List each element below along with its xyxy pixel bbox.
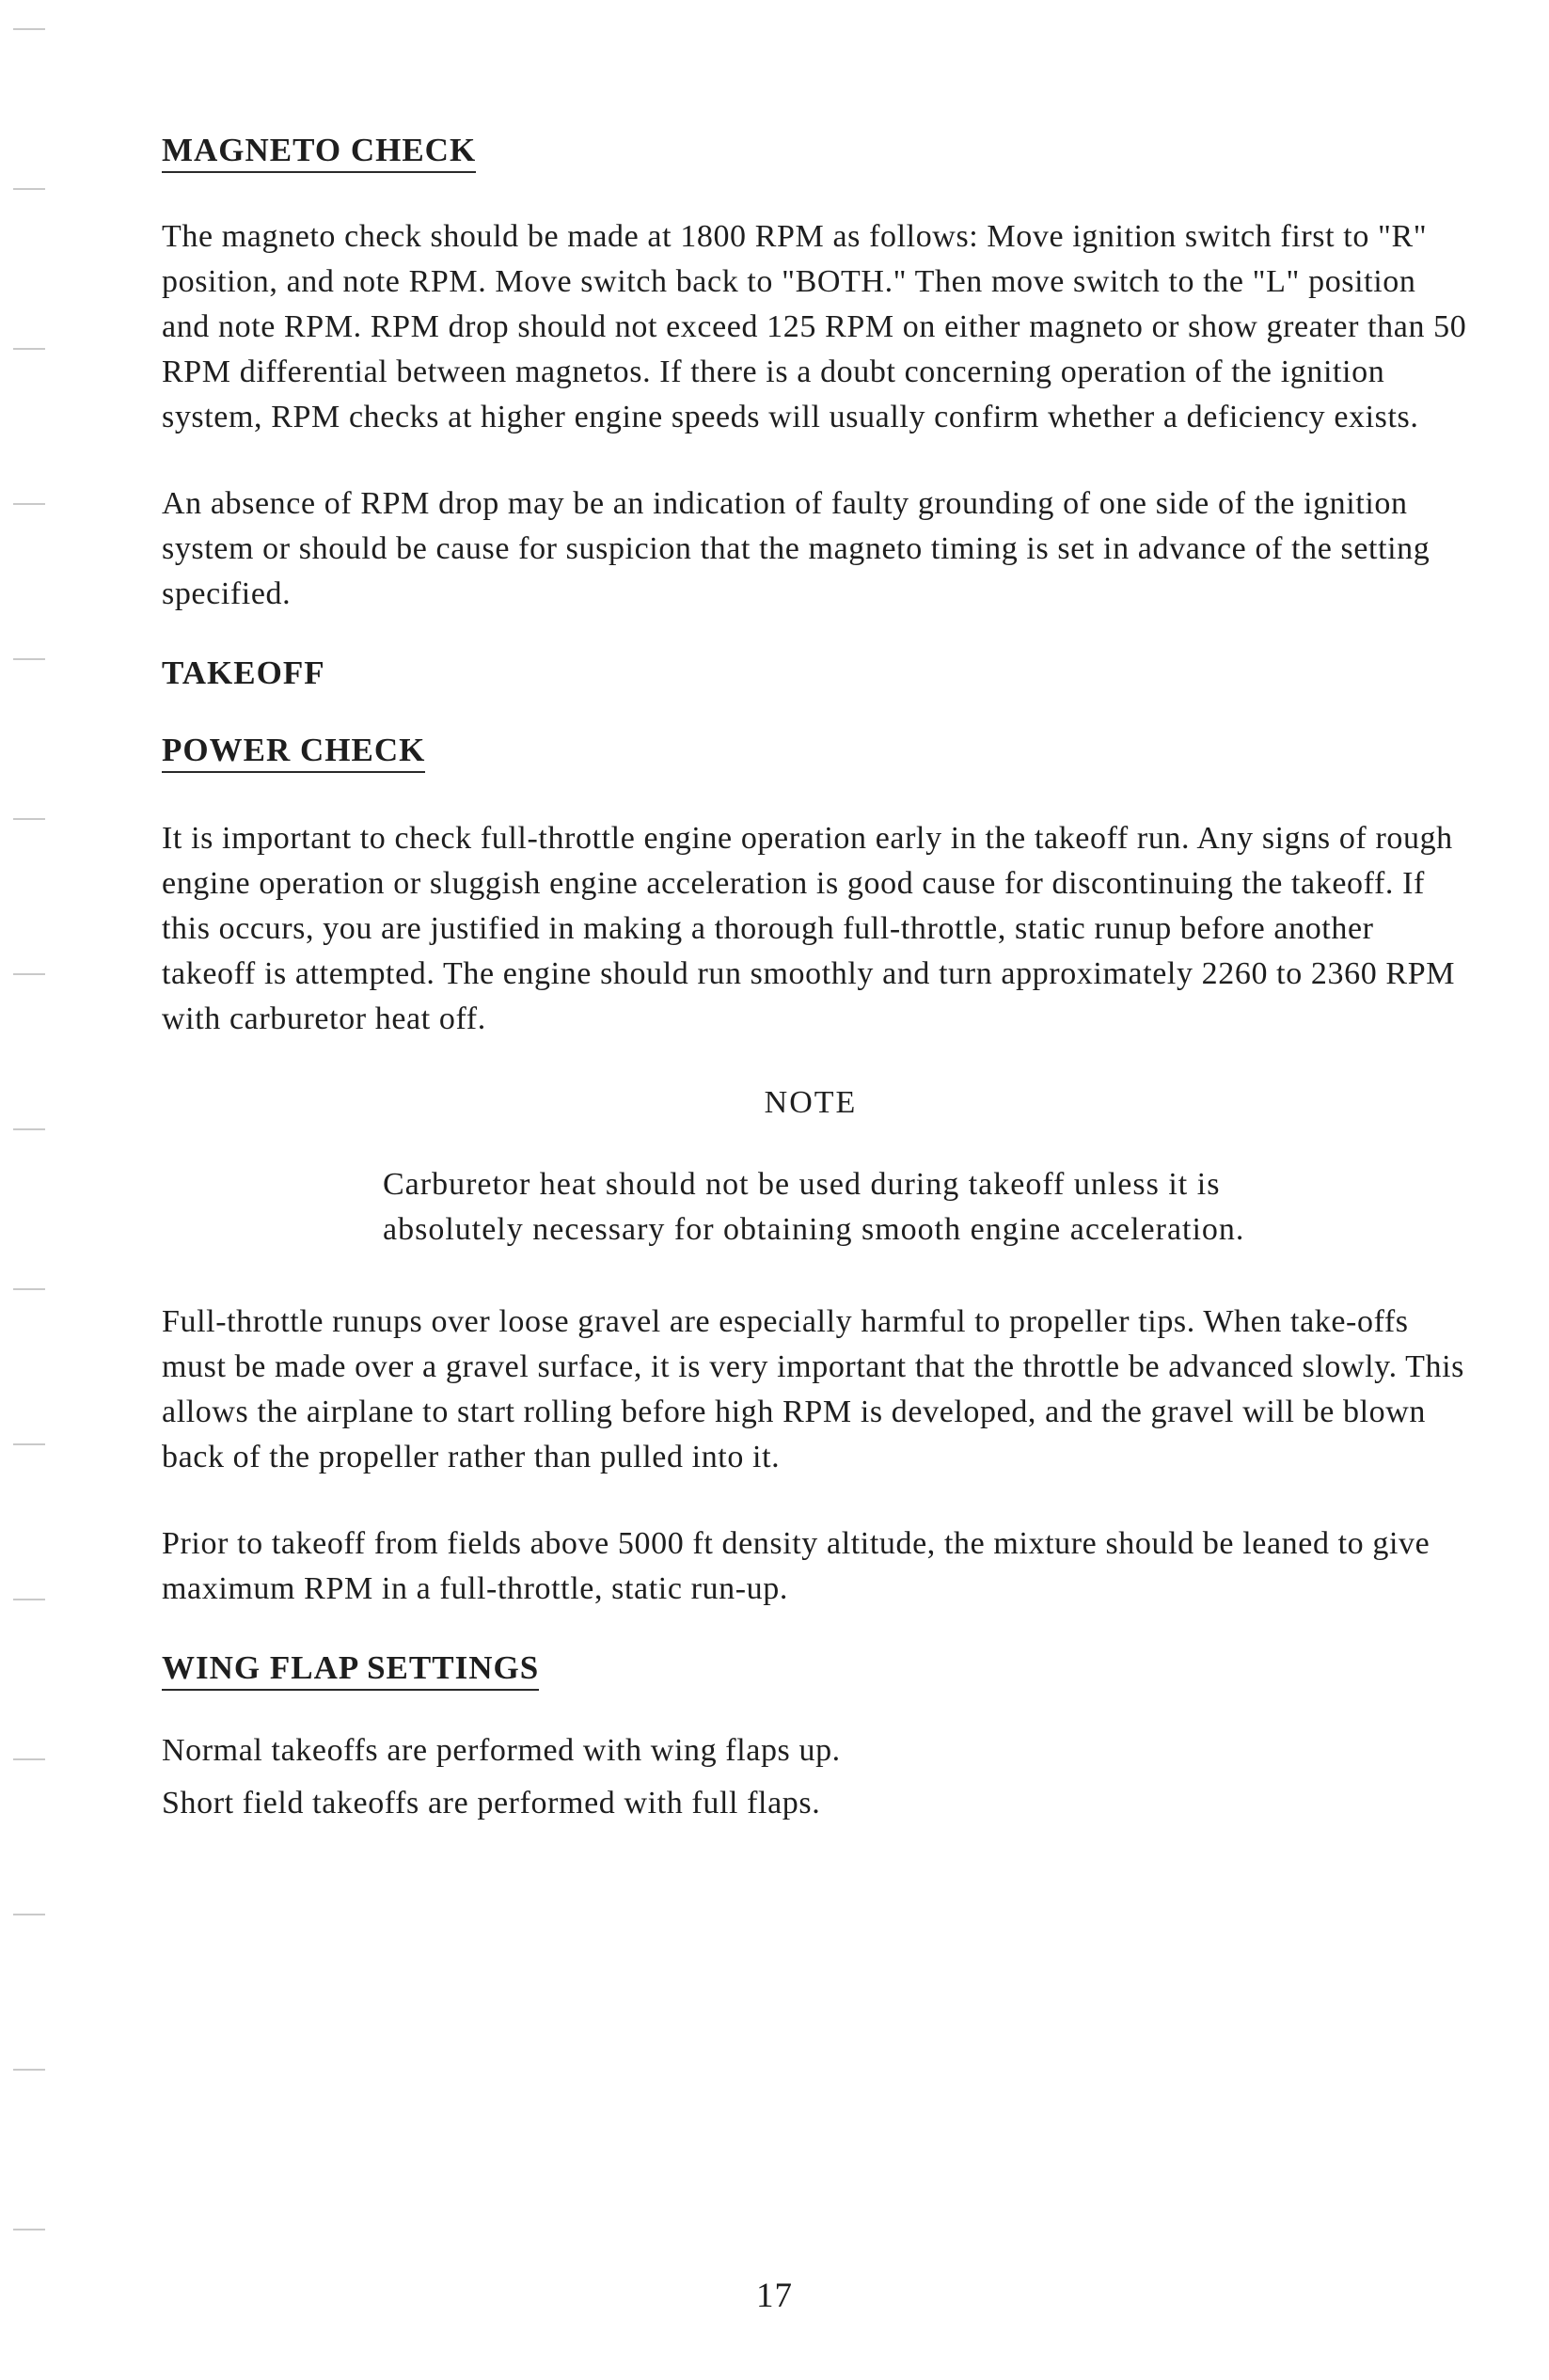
density-altitude-paragraph: Prior to takeoff from fields above 5000 ft density altitude, the mixture should be leaned to give maximum RPM in a full-throttle, static run-up. xyxy=(162,1526,1430,1606)
takeoff-heading: TAKEOFF xyxy=(162,654,325,691)
magneto-check-heading: MAGNETO CHECK xyxy=(162,132,476,173)
note-body: Carburetor heat should not be used during takeoff unless it is absolutely necessary for obtaining smooth engine acceleration. xyxy=(383,1167,1245,1247)
manual-page xyxy=(162,132,1467,1830)
power-check-heading: POWER CHECK xyxy=(162,732,425,773)
note-title: NOTE xyxy=(764,1085,858,1120)
page-number: 17 xyxy=(756,2277,793,2315)
magneto-check-paragraph: The magneto check should be made at 1800 RPM as follows: Move ignition switch first to "R" position, and note RPM. Move switch back to "BOTH." Then move switch to the "L" position and note RPM. RPM drop should not exceed 125 RPM on either magneto or show greater than 50 RPM differential between magnetos. If there is a doubt concerning operation of the ignition system, RPM checks at higher engine speeds will usually confirm whether a deficiency exists. xyxy=(162,219,1467,434)
normal-takeoff-line: Normal takeoffs are performed with wing flaps up. xyxy=(162,1733,841,1768)
rpm-drop-paragraph: An absence of RPM drop may be an indication of faulty grounding of one side of the ignition system or should be cause for suspicion that the magneto timing is set in advance of the setting specified. xyxy=(162,486,1430,611)
power-check-paragraph: It is important to check full-throttle engine operation early in the takeoff run. Any signs of rough engine operation or sluggish engine acceleration is good cause for discontinuing the takeoff. If this occurs, you are justified in making a thorough full-throttle, static runup before another takeoff is attempted. The engine should run smoothly and turn approximately 2260 to 2360 RPM with carburetor heat off. xyxy=(162,821,1456,1036)
short-field-takeoff-line: Short field takeoffs are performed with full flaps. xyxy=(162,1786,821,1820)
binding-margin-marks xyxy=(13,0,51,2380)
gravel-paragraph: Full-throttle runups over loose gravel are especially harmful to propeller tips. When take-offs must be made over a gravel surface, it is very important that the throttle be advanced slowly. This allows the airplane to start rolling before high RPM is developed, and the gravel will be blown back of the propeller rather than pulled into it. xyxy=(162,1304,1465,1474)
wing-flap-settings-heading: WING FLAP SETTINGS xyxy=(162,1649,539,1691)
